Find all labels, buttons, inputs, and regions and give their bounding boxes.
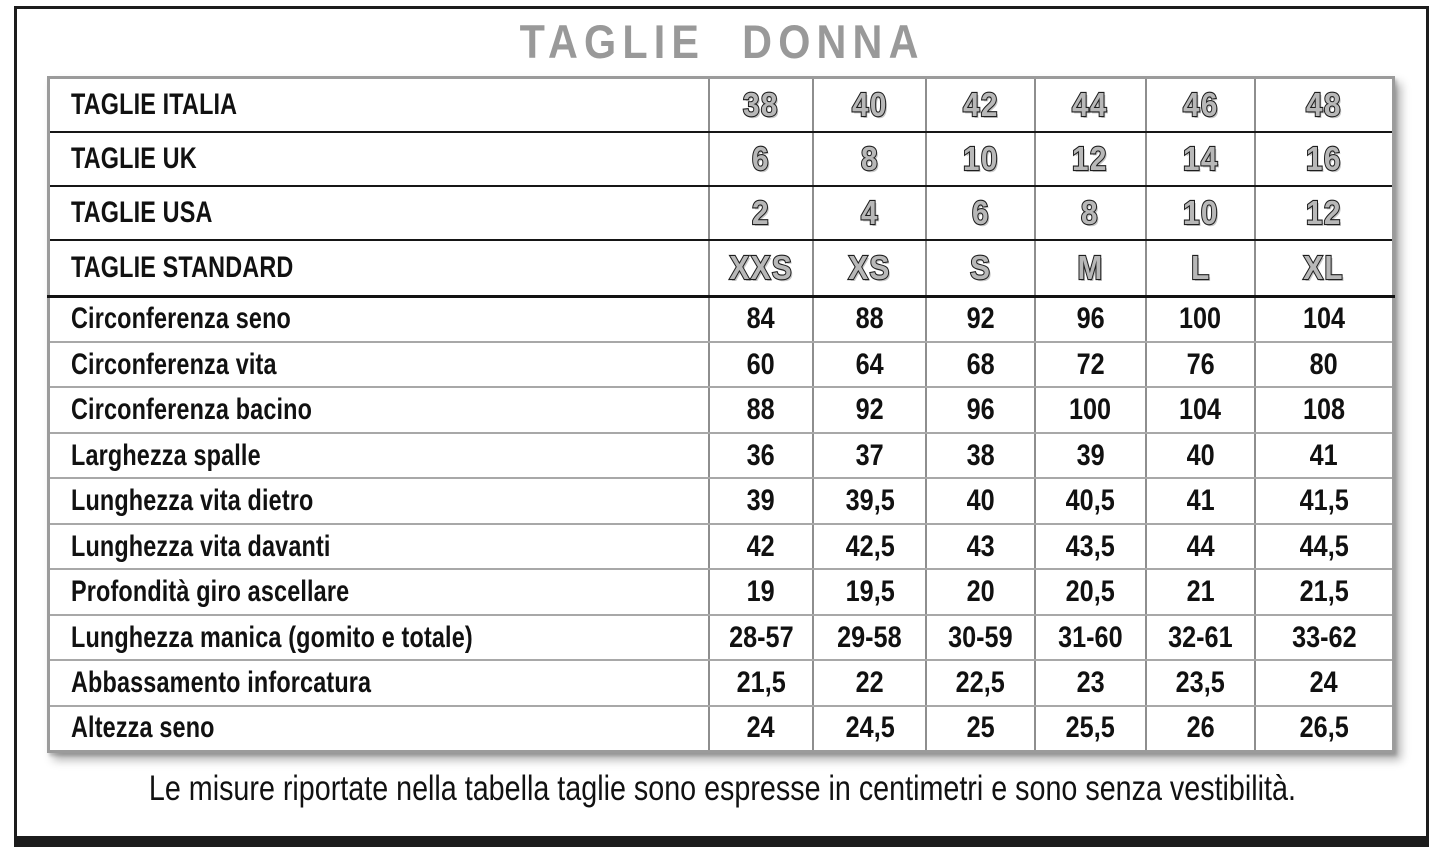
measurement-value-cell <box>926 387 1034 433</box>
measurement-value: 40 <box>1186 438 1215 472</box>
page-title <box>0 16 1445 68</box>
size-value: 16 <box>1306 139 1342 177</box>
measurement-row <box>49 433 1394 479</box>
size-value-cell <box>926 186 1034 240</box>
measurement-value-cell <box>1255 706 1393 752</box>
measurement-value-cell <box>1035 706 1146 752</box>
measurement-value: 96 <box>966 393 995 427</box>
size-value-cell <box>1146 186 1255 240</box>
size-value: 14 <box>1182 139 1219 177</box>
measurement-value-cell <box>1146 706 1255 752</box>
measurement-value-cell <box>709 706 813 752</box>
row-label-cell <box>49 186 709 240</box>
size-value: XXS <box>729 248 793 286</box>
row-label-cell <box>49 296 709 342</box>
row-label: Lunghezza vita davanti <box>71 529 331 563</box>
measurement-value: 44,5 <box>1299 529 1349 563</box>
size-value: 8 <box>1081 193 1100 231</box>
measurement-value-cell <box>1146 569 1255 615</box>
measurement-value-cell <box>1255 478 1393 524</box>
measurement-value: 20,5 <box>1065 575 1115 609</box>
measurement-value: 88 <box>855 302 884 336</box>
footer-note <box>0 768 1445 810</box>
measurement-value-cell <box>926 706 1034 752</box>
footer-note-text: Le misure riportate nella tabella taglie sono espresse in centimetri e sono senza vestibilità. <box>148 769 1297 808</box>
measurement-value: 64 <box>855 347 884 381</box>
measurement-value: 21,5 <box>736 666 786 700</box>
measurement-value: 39,5 <box>845 484 895 518</box>
size-value: 10 <box>1182 193 1219 231</box>
measurement-value: 76 <box>1186 347 1215 381</box>
measurement-value: 30-59 <box>948 620 1013 654</box>
measurement-value: 41 <box>1186 484 1215 518</box>
row-label-cell <box>49 132 709 186</box>
measurement-value-cell <box>709 478 813 524</box>
size-value-cell <box>813 240 926 296</box>
size-value: 40 <box>851 85 888 123</box>
row-label: Lunghezza vita dietro <box>71 484 314 518</box>
measurement-value-cell <box>1035 342 1146 388</box>
measurement-value-cell <box>709 524 813 570</box>
size-value: 6 <box>752 139 771 177</box>
size-value-cell <box>709 78 813 132</box>
size-value-cell <box>1255 240 1393 296</box>
measurement-value-cell <box>813 478 926 524</box>
row-label: Circonferenza vita <box>71 347 277 381</box>
size-value: 42 <box>962 85 999 123</box>
row-label: Lunghezza manica (gomito e totale) <box>71 620 473 654</box>
row-label: TAGLIE ITALIA <box>71 87 238 121</box>
measurement-value-cell <box>1035 524 1146 570</box>
measurement-value-cell <box>926 569 1034 615</box>
measurement-row <box>49 387 1394 433</box>
size-table-body <box>49 78 1394 752</box>
measurement-value: 100 <box>1179 302 1222 336</box>
size-value: L <box>1190 248 1211 286</box>
measurement-value: 23,5 <box>1175 666 1226 700</box>
measurement-value: 96 <box>1076 302 1105 336</box>
size-row <box>49 78 1394 132</box>
measurement-value-cell <box>1035 296 1146 342</box>
measurement-value-cell <box>1146 296 1255 342</box>
row-label: Altezza seno <box>71 711 215 745</box>
size-value: 2 <box>752 193 771 231</box>
measurement-value-cell <box>926 478 1034 524</box>
measurement-value: 22 <box>855 666 884 700</box>
measurement-row <box>49 478 1394 524</box>
measurement-value-cell <box>813 660 926 706</box>
measurement-row <box>49 706 1394 752</box>
measurement-value: 60 <box>747 347 776 381</box>
measurement-value-cell <box>1255 342 1393 388</box>
measurement-value: 92 <box>966 302 995 336</box>
row-label-cell <box>49 706 709 752</box>
measurement-value: 42,5 <box>845 529 895 563</box>
measurement-value-cell <box>709 433 813 479</box>
size-value: XL <box>1303 248 1345 286</box>
measurement-value-cell <box>1146 615 1255 661</box>
size-row <box>49 186 1394 240</box>
size-value: 8 <box>860 139 879 177</box>
measurement-value: 24,5 <box>845 711 895 745</box>
measurement-value: 25 <box>966 711 995 745</box>
measurement-value: 20 <box>966 575 995 609</box>
measurement-value-cell <box>1035 478 1146 524</box>
size-value-cell <box>1255 186 1393 240</box>
measurement-value-cell <box>813 615 926 661</box>
measurement-value: 88 <box>747 393 776 427</box>
measurement-value-cell <box>1146 478 1255 524</box>
measurement-value: 37 <box>855 438 884 472</box>
row-label-cell <box>49 478 709 524</box>
measurement-value-cell <box>1255 524 1393 570</box>
measurement-value: 43 <box>966 529 995 563</box>
row-label: TAGLIE USA <box>71 195 213 229</box>
size-value: M <box>1077 248 1104 286</box>
size-value: 46 <box>1182 85 1219 123</box>
measurement-value: 26,5 <box>1299 711 1349 745</box>
measurement-value-cell <box>926 660 1034 706</box>
measurement-value-cell <box>1035 615 1146 661</box>
size-value-cell <box>1035 240 1146 296</box>
size-value-cell <box>926 240 1034 296</box>
measurement-value: 21 <box>1186 575 1215 609</box>
measurement-value-cell <box>1146 342 1255 388</box>
measurement-value-cell <box>1255 569 1393 615</box>
measurement-value-cell <box>1255 433 1393 479</box>
measurement-value: 41,5 <box>1299 484 1349 518</box>
row-label: TAGLIE UK <box>71 141 197 175</box>
size-row <box>49 132 1394 186</box>
measurement-row <box>49 569 1394 615</box>
measurement-value-cell <box>813 706 926 752</box>
size-value: S <box>969 248 992 286</box>
measurement-value: 36 <box>747 438 776 472</box>
measurement-value: 72 <box>1076 347 1105 381</box>
measurement-value: 92 <box>855 393 884 427</box>
size-value: XS <box>848 248 891 286</box>
size-value-cell <box>709 186 813 240</box>
size-value: 6 <box>971 193 990 231</box>
size-value-cell <box>709 240 813 296</box>
measurement-value: 41 <box>1310 438 1339 472</box>
measurement-row <box>49 524 1394 570</box>
size-value: 38 <box>743 85 779 123</box>
measurement-value-cell <box>709 569 813 615</box>
size-value-cell <box>1146 240 1255 296</box>
measurement-value-cell <box>1035 569 1146 615</box>
measurement-value-cell <box>926 615 1034 661</box>
measurement-row <box>49 660 1394 706</box>
measurement-value: 40,5 <box>1065 484 1115 518</box>
size-value-cell <box>1035 78 1146 132</box>
measurement-value: 29-58 <box>837 620 903 654</box>
row-label-cell <box>49 615 709 661</box>
measurement-value: 23 <box>1076 666 1105 700</box>
measurement-value: 80 <box>1310 347 1339 381</box>
measurement-value-cell <box>926 433 1034 479</box>
measurement-value-cell <box>1035 433 1146 479</box>
row-label-cell <box>49 433 709 479</box>
measurement-value-cell <box>1255 296 1393 342</box>
row-label: Circonferenza bacino <box>71 393 313 427</box>
measurement-value: 33-62 <box>1291 620 1357 654</box>
measurement-row <box>49 296 1394 342</box>
size-value-cell <box>926 132 1034 186</box>
measurement-value: 39 <box>747 484 776 518</box>
measurement-value-cell <box>1146 433 1255 479</box>
measurement-value-cell <box>926 296 1034 342</box>
size-row <box>49 240 1394 296</box>
size-value-cell <box>813 78 926 132</box>
size-value-cell <box>1255 78 1393 132</box>
row-label-cell <box>49 342 709 388</box>
row-label-cell <box>49 569 709 615</box>
row-label-cell <box>49 387 709 433</box>
measurement-value-cell <box>1146 387 1255 433</box>
measurement-value-cell <box>926 342 1034 388</box>
measurement-value-cell <box>1255 615 1393 661</box>
measurement-value: 21,5 <box>1299 575 1349 609</box>
measurement-value: 68 <box>966 347 995 381</box>
size-value-cell <box>1255 132 1393 186</box>
size-value-cell <box>709 132 813 186</box>
measurement-value: 19,5 <box>845 575 895 609</box>
row-label-cell <box>49 524 709 570</box>
size-value: 10 <box>962 139 999 177</box>
measurement-value-cell <box>709 342 813 388</box>
measurement-value: 24 <box>747 711 776 745</box>
measurement-value: 43,5 <box>1065 529 1115 563</box>
measurement-value-cell <box>1146 524 1255 570</box>
measurement-value: 26 <box>1186 711 1215 745</box>
measurement-value: 25,5 <box>1065 711 1115 745</box>
size-value: 12 <box>1306 193 1342 231</box>
measurement-value-cell <box>1035 387 1146 433</box>
measurement-value: 39 <box>1076 438 1105 472</box>
size-table <box>47 76 1395 753</box>
row-label-cell <box>49 78 709 132</box>
measurement-value-cell <box>1146 660 1255 706</box>
measurement-value: 108 <box>1303 393 1346 427</box>
size-value-cell <box>1146 78 1255 132</box>
measurement-value: 44 <box>1186 529 1215 563</box>
size-value: 4 <box>860 193 879 231</box>
measurement-value: 38 <box>966 438 995 472</box>
measurement-value: 32-61 <box>1168 620 1233 654</box>
measurement-value-cell <box>1035 660 1146 706</box>
measurement-value: 104 <box>1303 302 1346 336</box>
measurement-value-cell <box>813 569 926 615</box>
measurement-value: 28-57 <box>728 620 794 654</box>
measurement-value-cell <box>813 296 926 342</box>
size-value: 44 <box>1072 85 1109 123</box>
row-label: Abbassamento inforcatura <box>71 666 372 700</box>
measurement-value: 31-60 <box>1058 620 1123 654</box>
measurement-value: 40 <box>966 484 995 518</box>
measurement-value-cell <box>709 387 813 433</box>
size-value-cell <box>813 132 926 186</box>
measurement-value: 22,5 <box>956 666 1006 700</box>
size-value-cell <box>813 186 926 240</box>
measurement-value-cell <box>813 387 926 433</box>
size-value: 48 <box>1306 85 1342 123</box>
measurement-value-cell <box>926 524 1034 570</box>
measurement-row <box>49 615 1394 661</box>
measurement-value-cell <box>709 615 813 661</box>
measurement-value-cell <box>709 296 813 342</box>
measurement-value-cell <box>813 433 926 479</box>
measurement-value-cell <box>1255 387 1393 433</box>
measurement-value: 84 <box>747 302 776 336</box>
size-value-cell <box>1146 132 1255 186</box>
measurement-value-cell <box>813 524 926 570</box>
measurement-value-cell <box>709 660 813 706</box>
measurement-value: 19 <box>747 575 776 609</box>
measurement-value: 24 <box>1310 666 1339 700</box>
row-label-cell <box>49 240 709 296</box>
row-label: TAGLIE STANDARD <box>71 250 294 284</box>
measurement-value: 100 <box>1069 393 1112 427</box>
size-value-cell <box>926 78 1034 132</box>
page-title-text: TAGLIE DONNA <box>519 15 925 68</box>
measurement-row <box>49 342 1394 388</box>
measurement-value-cell <box>1255 660 1393 706</box>
measurement-value-cell <box>813 342 926 388</box>
row-label: Profondità giro ascellare <box>71 575 350 609</box>
row-label-cell <box>49 660 709 706</box>
size-value-cell <box>1035 132 1146 186</box>
row-label: Circonferenza seno <box>71 302 291 336</box>
measurement-value: 42 <box>747 529 776 563</box>
size-value-cell <box>1035 186 1146 240</box>
row-label: Larghezza spalle <box>71 438 261 472</box>
size-value: 12 <box>1072 139 1109 177</box>
measurement-value: 104 <box>1179 393 1222 427</box>
